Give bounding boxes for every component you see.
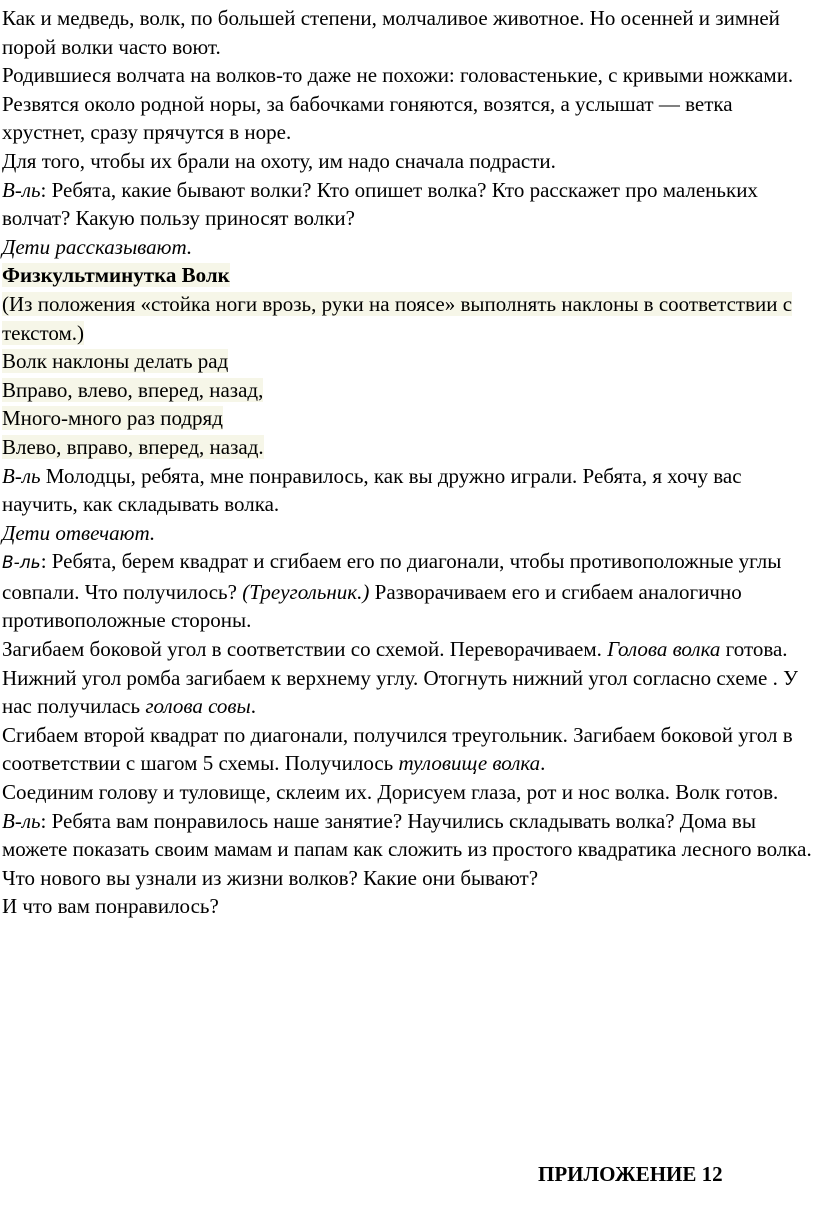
paragraph-text: Нижний угол ромба загибаем к верхнему углу. Отогнуть нижний угол согласно схеме . У нас получилась (2, 665, 798, 719)
instruction (2, 290, 812, 347)
paragraph-text: : Ребята, берем квадрат и сгибаем его по диагонали, чтобы противоположные углы совпали. Что получилось? (2, 549, 782, 604)
verse-line (2, 433, 812, 462)
paragraph: И что вам понравилось? (2, 894, 219, 919)
speaker-label: В-ль (2, 553, 41, 574)
paragraph-text: Сгибаем второй квадрат по диагонали, получился треугольник. Загибаем боковой угол в соответствии с шагом 5 схемы. Получилось (2, 722, 793, 776)
speaker-label: В-ль (2, 463, 41, 488)
paragraph-text: . (540, 751, 546, 776)
emphasis-text: туловище волка (398, 751, 541, 776)
paragraph (2, 635, 812, 664)
paragraph-text: Загибаем боковой угол в соответствии со схемой. Переворачиваем. (2, 637, 608, 662)
paragraph: Соединим голову и туловище, склеим их. Дорисуем глаза, рот и нос волка. Волк готов. (2, 780, 779, 805)
verse-line (2, 347, 812, 376)
paragraph (2, 176, 812, 233)
emphasis-text: голова совы (145, 694, 251, 719)
section-heading-text: Физкультминутка Волк (2, 263, 230, 288)
verse-line-text: Вправо, влево, вперед, назад, (2, 377, 264, 402)
paragraph (2, 462, 812, 519)
speaker-label: В-ль (2, 808, 41, 833)
paragraph (2, 547, 812, 635)
stage-direction: Дети отвечают. (2, 520, 156, 545)
answer-text: (Треугольник.) (242, 579, 370, 604)
verse-line (2, 376, 812, 405)
paragraph-text: Разворачиваем его и сгибаем аналогично противоположные стороны. (2, 579, 742, 633)
paragraph-text: : Ребята вам понравилось наше занятие? Научились складывать волка? Дома вы можете показать своим мамам и папам как сложить из простого квадратика лесного волка. Что нового вы узнали из жизни волков? Какие они бывают? (2, 808, 812, 890)
paragraph (2, 664, 812, 721)
appendix-label: ПРИЛОЖЕНИЕ 12 (538, 1162, 723, 1186)
paragraph: Для того, чтобы их брали на охоту, им надо сначала подрасти. (2, 148, 556, 173)
document-body (2, 4, 812, 921)
verse-line-text: Влево, вправо, вперед, назад. (2, 434, 264, 459)
section-heading (2, 261, 812, 290)
verse-line-text: Много-много раз подряд (2, 406, 223, 431)
paragraph (2, 807, 812, 893)
paragraph-text: готова. (720, 637, 788, 662)
verse-line-text: Волк наклоны делать рад (2, 349, 229, 374)
paragraph: Как и медведь, волк, по большей степени, молчаливое животное. Но осенней и зимней порой волки часто воют. (2, 6, 780, 59)
speaker-label: В-ль (2, 177, 41, 202)
emphasis-text: Голова волка (607, 637, 721, 662)
stage-direction: Дети рассказывают. (2, 234, 193, 259)
paragraph (2, 721, 812, 778)
paragraph-text: . (250, 694, 257, 719)
instruction-text: (Из положения «стойка ноги врозь, руки на поясе» выполнять наклоны в соответствии с текстом.) (2, 291, 793, 345)
paragraph: Родившиеся волчата на волков-то даже не похожи: головастенькие, с кривыми ножками. Резвятся около родной норы, за бабочками гоняются, возятся, а услышат — ветка хрустнет, сразу прячутся в норе. (2, 63, 794, 145)
verse-line (2, 404, 812, 433)
paragraph-text: : Ребята, какие бывают волки? Кто опишет волка? Кто расскажет про маленьких волчат? Какую пользу приносят волки? (2, 177, 758, 231)
paragraph-text: Молодцы, ребята, мне понравилось, как вы дружно играли. Ребята, я хочу вас научить, как складывать волка. (2, 463, 742, 517)
